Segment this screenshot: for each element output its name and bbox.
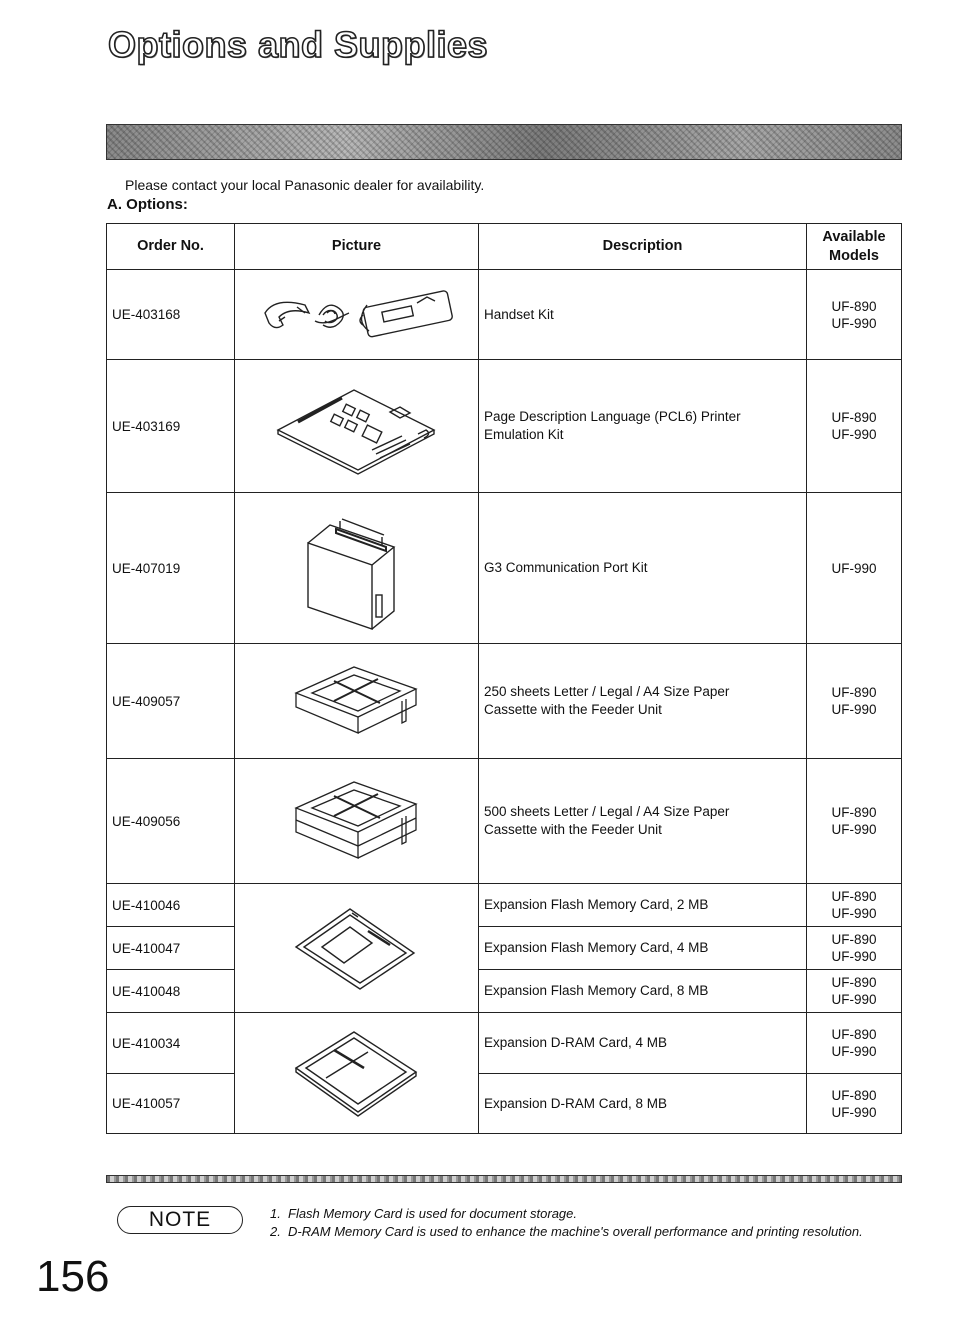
model-item: UF-990 [831,1044,877,1059]
note-list [270,1205,902,1241]
order-no: UE-410048 [107,970,235,1013]
table-row [107,884,902,927]
model-item: UF-990 [831,560,877,576]
comm-port-module-icon [302,503,412,633]
model-item: UF-990 [831,949,877,964]
available-models [807,970,902,1013]
table-row [107,360,902,493]
picture-cell [235,759,479,884]
available-models [807,493,902,644]
page-title: Options and Supplies [108,24,489,65]
note-text: D-RAM Memory Card is used to enhance the machine's overall performance and printing resolution. [288,1224,863,1239]
description-line: 250 sheets Letter / Legal / A4 Size Paper [484,684,730,699]
note-number: 1. [270,1206,281,1221]
picture-cell [235,493,479,644]
dram-card-icon [292,1028,422,1118]
model-item: UF-990 [831,992,877,1007]
description [479,1074,807,1134]
model-item: UF-890 [831,975,877,990]
header-models-line1: Available [822,228,886,245]
picture-cell [235,270,479,360]
order-no: UE-410034 [107,1013,235,1074]
handset-kit-icon [257,285,457,345]
order-no: UE-403169 [107,360,235,493]
order-no: UE-409057 [107,644,235,759]
available-models [807,927,902,970]
model-item: UF-890 [831,1087,877,1103]
model-item: UF-890 [831,805,877,820]
table-row [107,644,902,759]
model-item: UF-990 [831,822,877,837]
table-row [107,927,902,970]
model-item: UF-890 [831,932,877,947]
header-description: Description [479,224,807,270]
paper-cassette-icon [292,661,422,741]
header-models-line2: Models [829,247,879,264]
note-text: Flash Memory Card is used for document storage. [288,1206,578,1221]
picture-cell [235,884,479,1013]
description [479,759,807,884]
model-item: UF-890 [831,685,877,700]
description-line: Emulation Kit [484,427,564,442]
order-no: UE-407019 [107,493,235,644]
order-no: UE-410046 [107,884,235,927]
available-models [807,1013,902,1074]
header-available-models [807,224,902,270]
available-models [807,360,902,493]
table-row [107,1074,902,1134]
note-item [270,1205,902,1223]
description-line: Expansion D-RAM Card, 8 MB [484,1095,668,1111]
table-row [107,970,902,1013]
description [479,970,807,1013]
available-models [807,1074,902,1134]
header-order-no: Order No. [107,224,235,270]
table-row [107,1013,902,1074]
note-number: 2. [270,1224,281,1239]
description [479,884,807,927]
model-item: UF-890 [831,889,877,904]
model-item: UF-890 [831,1027,877,1042]
available-models [807,644,902,759]
description-line: Expansion Flash Memory Card, 2 MB [484,897,709,912]
section-banner [106,124,902,160]
order-no: UE-410057 [107,1074,235,1134]
table-row [107,759,902,884]
description-line: Page Description Language (PCL6) Printer [484,409,741,424]
description-line: G3 Communication Port Kit [484,560,648,575]
picture-cell [235,1013,479,1134]
order-no: UE-409056 [107,759,235,884]
description-line: Cassette with the Feeder Unit [484,702,662,717]
model-item: UF-890 [831,298,877,314]
table-row [107,493,902,644]
model-item: UF-890 [831,410,877,425]
header-picture: Picture [235,224,479,270]
model-item: UF-990 [831,315,877,331]
order-no: UE-403168 [107,270,235,360]
section-divider [106,1175,902,1183]
description-line: Expansion Flash Memory Card, 8 MB [484,983,709,998]
page-number: 156 [36,1252,110,1301]
table-row [107,270,902,360]
description [479,493,807,644]
description-line: Handset Kit [484,306,554,322]
model-item: UF-990 [831,906,877,921]
note-badge: NOTE [117,1206,243,1234]
printer-board-icon [272,376,442,476]
description-line: 500 sheets Letter / Legal / A4 Size Paper [484,804,730,819]
available-models [807,884,902,927]
available-models [807,759,902,884]
description-line: Expansion D-RAM Card, 4 MB [484,1035,668,1050]
description [479,927,807,970]
description [479,270,807,360]
table-header-row [107,224,902,270]
paper-cassette-icon [292,776,422,866]
picture-cell [235,360,479,493]
flash-memory-card-icon [292,903,422,993]
note-item [270,1223,902,1241]
description-line: Cassette with the Feeder Unit [484,822,662,837]
intro-text: Please contact your local Panasonic dealer for availability. [125,177,485,193]
description [479,360,807,493]
available-models [807,270,902,360]
description-line: Expansion Flash Memory Card, 4 MB [484,940,709,955]
description [479,644,807,759]
section-heading: A. Options: [107,196,188,213]
description [479,1013,807,1074]
model-item: UF-990 [831,427,877,442]
options-table [106,223,902,1134]
model-item: UF-990 [831,702,877,717]
order-no: UE-410047 [107,927,235,970]
model-item: UF-990 [831,1104,877,1120]
picture-cell [235,644,479,759]
